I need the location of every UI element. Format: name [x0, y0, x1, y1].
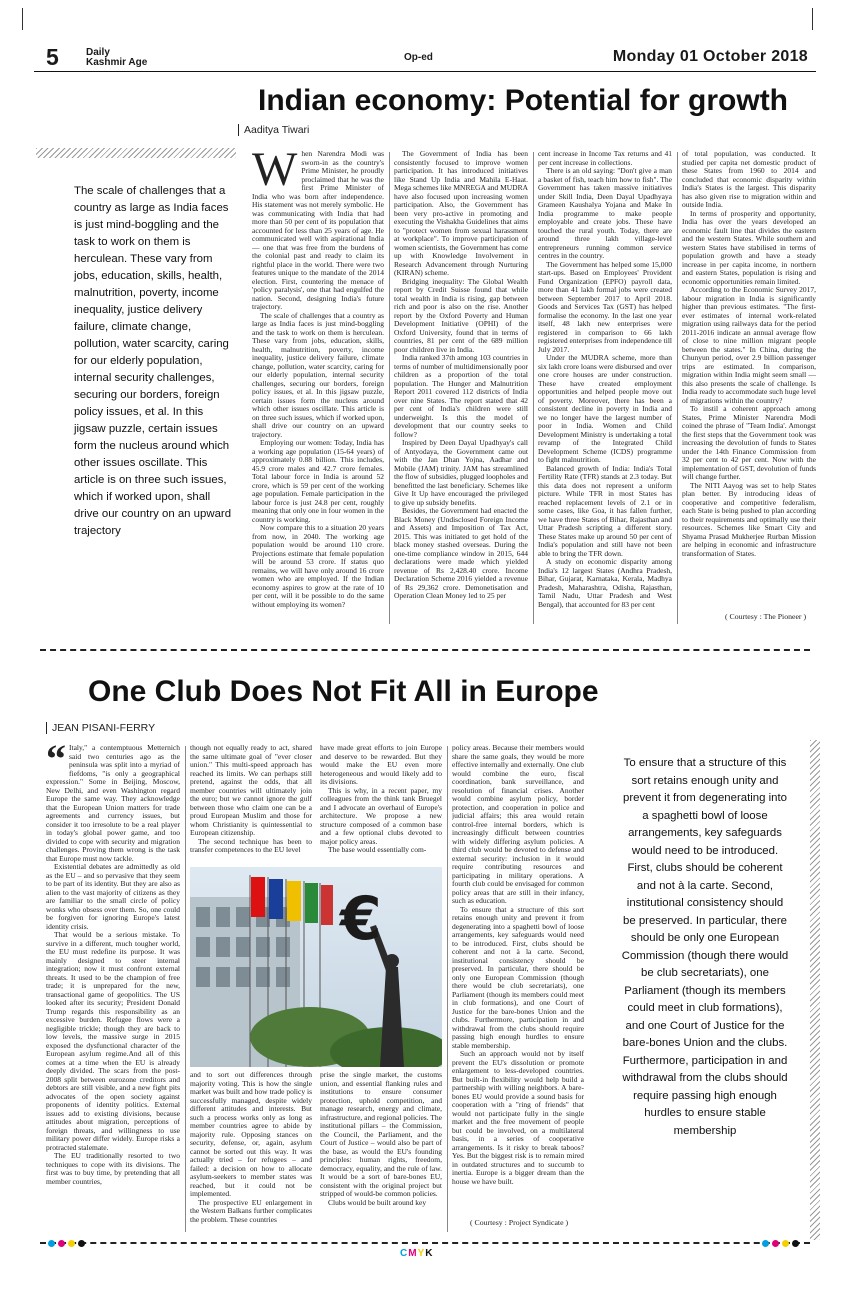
article2-byline: JEAN PISANI-FERRY	[46, 722, 155, 734]
euro-symbol-icon: €	[340, 884, 382, 954]
article1-col-1: W hen Narendra Modi was sworn-in as the country's Prime Minister, he proudly proclaimed that he was the first Prime Minister of India who was born after independence. His statement was not merely symbolic. He was communicating with India that had more than 50 per cent of its population that accounted for less than 25 years of age. He communicated well with aspirational India — one that was free from the burdens of the colonial past and ready to claim its rightful place in the world. There were two features unique to the mandate of the 2014 election. First, countering the menace of 'policy paralysis', one that had engulfed the nation. Second, designing India's future trajectory. The scale of challenges that a country as large as India faces is just mind-boggling and the task to work on them is herculean. These vary from jobs, education, skills, health, malnutrition, poverty, income inequality, justice delivery failure, climate change, pollution, water scarcity, caring for our elderly population, internal security challenges, securing our borders, foreign policy issues, et al. In this jigsaw puzzle, certain issues form the nucleus around which other issues oscillate. This article is on three such issues, which if worked upon, shall drive our country on an upward trajectory. Employing our women: Today, India has a working age population (15-64 years) of approximately 0.88 billion. This includes, 45.9 crore males and 42.7 crore females. Total labour force in India is around 52 crore, which is 59 per cent of the working age population. Female participation in the labour force is just 24.8 per cent, roughly meaning that only one in four women in the country is working. Now compare this to a situation 20 years from now, in 2040. The working age population would be around 110 crore. Projections estimate that female population will be around 53 crore. If status quo remains, we will have only around 16 crore women who are employed. If the Indian economy aspires to grow at the rate of 10 per cent, will it be possible to do the same without employing its women?	[252, 150, 384, 609]
issue-date: Monday 01 October 2018	[612, 48, 808, 65]
cmyk-label: CMYK	[400, 1248, 434, 1259]
article2-pull-hatch	[810, 740, 820, 1240]
color-registration-right	[762, 1240, 799, 1247]
crop-mark-tr	[812, 8, 826, 30]
article2-courtesy: ( Courtesy : Project Syndicate )	[470, 1218, 569, 1227]
article1-headline: Indian economy: Potential for growth	[258, 84, 789, 117]
article1-courtesy: ( Courtesy : The Pioneer )	[725, 612, 807, 621]
paper-name: Daily Kashmir Age	[86, 47, 148, 68]
article2-col-2-bottom: and to sort out differences through majority voting. This is how the single market was built and how trade policy is successfully managed, despite widely different attitudes and interests. But such a process works only as long as member countries agree to abide by majority rule. Opposing stances on security, defense, or, again, asylum cannot be sorted out this way. It was actually tried – for refugees – and failed: a decision on how to allocate asylum-seekers to member states was reached, but it could not be implemented. The prospective EU enlargement in the Western Balkans further complicates the problem. These countries	[190, 1071, 312, 1224]
article2-col-3-bottom: prise the single market, the customs union, and essential flanking rules and institutions to ensure consumer protection, uphold competition, and manage research, energy and climate, infrastructure, and regional policies. The institutional pillars – the Commission, the Council, the Parliament, and the Court of Justice – would also be part of the base, as would the EU's founding principles: human rights, freedom, democracy, equality, and the rule of law. It would be a sort of bare-bones EU, consistent with the original project but stripped of would-be common policies. Clubs would be built around key	[320, 1071, 442, 1207]
page-number: 5	[46, 44, 59, 70]
article1-col-2: The Government of India has been consistently focused to improve women participation. It has introduced initiatives like Stand Up India and Mahila E-Haat. Mega schemes like MNREGA and MUDRA have also focused upon increasing women participation. Also, the Government has been very pro-active in promoting and executing the Vishakha Guidelines that aims to "protect women from sexual harassment at workplace". To improve participation of women scientists, the Government has come up with Knowledge Involvement in Research Advancement through Nurturing (KIRAN) scheme. Bridging inequality: The Global Wealth report by Credit Suisse found that while total wealth in India is rising, gap between rich and poor is also on the rise. Another report by the Oxford Poverty and Human Development Initiative (OPHI) of the Oxford University, found that in terms of countries, 81 per cent of the 689 million poor children live in India. India ranked 37th among 103 countries in terms of number of multidimensionally poor children as a proportion of the total population. The Hunger and Malnutrition Report 2011 covered 112 districts of India over nine States. The report stated that 42 per cent of India's children were still underweight. Is this the model of development that our country seeks to follow? Inspired by Deen Dayal Upadhyay's call of Antyodaya, the Government came out with the Jan Dhan Yojna, Aadhar and Mobile (JAM) trinity. JAM has streamlined the flow of subsidies, plugged loopholes and benefitted the last beneficiary. Schemes like Give It Up have encouraged the privileged to give up subsidy benefits. Besides, the Government had enacted the Black Money (Undisclosed Foreign Income and Assets) and Imposition of Tax Act, 2015. This was initiated to get hold of the black money stashed overseas. During the one-time compliance window in 2015, 644 declarations were made which yielded revenue of Rs 2,428.40 crore. Income Declaration Scheme 2016 yielded a revenue of Rs 29,362 crore. Demonetisation and Operation Clean Money led to 25 per	[394, 150, 528, 600]
article1-pull-hatch	[36, 148, 236, 158]
article2-col-3-top: have made great efforts to join Europe and deserve to be rewarded. But they would make the EU even more heterogeneous and would likely add to its divisions. This is why, in a recent paper, my colleagues from the think tank Bruegel and I advocate an overhaul of Europe's architecture. We propose a new structure composed of a common base and a few optional clubs devoted to major policy areas. The base would essentially com-	[320, 744, 442, 854]
crop-mark-tl	[22, 8, 36, 30]
article1-col-3: cent increase in Income Tax returns and 41 per cent increase in collections. There is an old saying: "Don't give a man a basket of fish, teach him how to fish". The Government has taken massive initiatives under Skill India, Deen Dayal Upadhyaya Grameen Kaushalya Yojana and Make In India programme to make people employable and create jobs. These have touched the rural youth. Today, there are around three lakh village-level entrepreneurs running common service centres in the country. The Government has helped some 15,000 start-ups. Based on Employees' Provident Fund Organization (EPFO) payroll data, more than 41 lakh formal jobs were created between September 2017 to April 2018. Goods and Services Tax (GST) has helped formalise the economy. In the last one year itself, 48 lakh new enterprises were registered in comparison to 66 lakh registered enterprises from independence till July 2017. Under the MUDRA scheme, more than six lakh crore loans were disbursed and over one crore houses are under construction. These have created employment opportunities and helped people move out of poverty. Moreover, there has been a consistent decline in poverty in India and we no longer have the largest number of poor in India. Women and Child Development Ministry is undertaking a total revamp of the Integrated Child Development Scheme (ICDS) programme to fight malnutrition. Balanced growth of India: India's Total Fertility Rate (TFR) stands at 2.3 today. But this data does not represent a uniform picture. While TFR in most States has reached replacement levels of 2.1 or in some cases, like Goa, it has fallen further, we have three States of Bihar, Rajasthan and Uttar Pradesh scripting a different story. These States make up around 50 per cent of India's population and still have not been able to bring the TFR down. A study on economic disparity among India's 12 largest States (Andhra Pradesh, Bihar, Gujarat, Karnataka, Kerala, Madhya Pradesh, Maharashtra, Odisha, Rajasthan, Tamil Nadu, Uttar Pradesh and West Bengal), that accounted for 83 per cent	[538, 150, 672, 609]
masthead	[34, 44, 816, 72]
color-registration-left	[48, 1240, 85, 1247]
section-divider	[40, 649, 810, 651]
article2-pullquote: To ensure that a structure of this sort retains enough unity and prevent it from degenerating into a spaghetti bowl of loose arrangements, key safeguards would need to be introduced. First, clubs should be coherent and not à la carte. Second, institutional consistency should be preserved. In particular, there should be only one European Commission (though there would be club secretariats), one Parliament (though its members could meet in club formations), and one Court of Justice for the bare-bones Union and the clubs. Furthermore, participation in and withdrawal from the clubs should require passing high enough hurdles to ensure stable membership	[621, 757, 789, 1137]
bottom-rule	[40, 1242, 810, 1244]
section-label: Op-ed	[404, 52, 433, 63]
article2-col-2-top: though not equally ready to act, shared the same ultimate goal of "ever closer union." This multi-speed approach has reached its limits. We can perhaps still pretend, against the odds, that all member countries will ultimately join the euro; but we cannot ignore the gulf between those who claim one can be a proud European Muslim and those for whom Christianity is quintessential to European citizenship. The second technique has been to transfer competences to the EU level	[190, 744, 312, 854]
article2-col-4: policy areas. Because their members would share the same goals, they would be more effective internally and externally. One club would combine the euro, fiscal coordination, bank surveillance, and resolution of financial crises. Another would combine asylum policy, border protection, and cooperation in police and judicial affairs; this area would retain control-free internal borders, which is increasingly difficult between countries with widely differing asylum policies. A third club would be devoted to defense and external security: inclusion in it would require contributing resources and participating in military operations. A fourth club could be envisaged for common policy areas that are still in their infancy, such as education. To ensure that a structure of this sort retains enough unity and prevent it from degenerating into a spaghetti bowl of loose arrangements, key safeguards would need to be introduced. First, clubs should be coherent and not à la carte. Second, institutional consistency should be preserved. In particular, there should be only one European Commission (though there would be club secretariats), one Parliament (though its members could meet in club formations), and one Court of Justice for the bare-bones Union and the clubs. Furthermore, participation in and withdrawal from the clubs should require passing high enough hurdles to ensure stable membership. Such an approach would not by itself prevent the EU's dissolution or promote enlargement to less-developed countries. But built-in flexibility would help build a partnership with willing neighbors. A bare-bones EU would provide a sound basis for cooperation with a "ring of friends" that would not participate fully in the single market and the free movement of people but could be involved, on a multilateral basis, in a series of cooperative arrangements. Is it risky to break taboos? Yes. But the biggest risk is to remain mired in outdated structures and to succumb to inertia. Europe is a bigger dream than the house we have built.	[452, 744, 584, 1186]
article2-col-1: “ Italy," a contemptuous Metternich said two centuries ago as the peninsula was split into a myriad of fiefdoms, "is only a geographical expression." Some in Beijing, Moscow, New Delhi, and even Washington regard Europe the same way. They acknowledge that the European Union matters for trade agreements and currency issues, but consider it too irresolute to be a real player in today's global power game, and too divided to cope with security and migration challenges. Proving them wrong is the task that Europe must now tackle. Existential debates are admittedly as old as the EU – and so pervasive that they seem to be part of its identity. But they are also as alien to the vast majority of citizens as they are familiar to the small circle of policy wonks who obsess over them. So, one could be forgiven for ignoring Europe's latest identity crisis. That would be a serious mistake. To survive in a different, much tougher world, the EU must redefine its purpose. It was mainly designed to steer internal integration; now it must confront external threats. It used to be the champion of free trade; it is unprepared for the new, transactional game of geopolitics. The US looked after its security; President Donald Trump regards this responsibility as an excessive burden. Refugee flows were a negligible trickle; though they are back to low levels, the massive surge in 2015 exposed the dysfunctional character of the European asylum regime.And all of this comes at a time when the EU is already deeply divided. The scars from the post-2008 split between eurozone creditors and debtors are still visible, and a new fight pits advocates of the open society against proponents of identity politics. External issues add to existing divisions, because attitudes about migration, perceptions of foreign threats, and willingness to use military power differ widely. Europe risks a protracted stalemate. The EU traditionally resorted to two techniques to cope with its divisions. The first was to buy time, by pretending that all member countries,	[46, 744, 180, 1186]
dropcap: W	[252, 150, 298, 196]
article1-col-4: of total population, was conducted. It studied per capita net domestic product of these States from 1960 to 2014 and concluded that economic disparity within India's States is the largest. This disparity has also given rise to migration within and outside India. In terms of prosperity and opportunity, India has over the years developed an economic fault line that divides the eastern and the western States. While southern and western States have stabilised in terms of population growth and have a steady increase in per capita income, in northern and eastern States, population is rising and economic opportunities remain limited. According to the Economic Survey 2017, labour migration in India is significantly higher than previous estimates. "The first-ever estimates of internal work-related migration using railways data for the period 2011-2016 indicate an annual average flow of close to nine million migrant people between the states." In China, during the Chunyun period, over 2.9 billion passenger trips are estimated. In comparison, migration within India might seem small — this also presents the scale of challenge. Is India ready to accommodate such huge level of migrations within the country? To instil a coherent approach among States, Prime Minister Narendra Modi coined the phrase of "Team India'. Amongst the first steps that the Government took was increasing the devolution of funds to States under the 14th Finance Commission from 32 per cent to 42 per cent. Now with the implementation of GST, devolution of funds will change further. The NITI Aayog was set to help States plan better. By introducing ideas of cooperative and competitive federalism, each State is being pushed to plan according to their requirements and optimally use their resources. Schemes like Smart City and Shyama Prasad Mukherjee Rurban Mission are helping in economic and infrastructure transformation of States.	[682, 150, 816, 558]
article1-byline: Aaditya Tiwari	[238, 124, 309, 136]
article1-pullquote: The scale of challenges that a country as large as India faces is just mind-boggling and the task to work on them is herculean. These vary from jobs, education, skills, health, malnutrition, poverty, income inequality, justice delivery failure, climate change, pollution, water scarcity, caring for our elderly population, internal security challenges, securing our borders, foreign policy issues, et al. In this jigsaw puzzle, certain issues form the nucleus around which other issues oscillate. This article is on three such issues, which if worked upon, shall drive our country on an upward trajectory	[74, 185, 232, 537]
article2-headline: One Club Does Not Fit All in Europe	[88, 675, 599, 708]
open-quote-icon: “	[46, 744, 66, 781]
euro-statue-illustration	[190, 867, 442, 1067]
masthead-rule	[34, 71, 816, 72]
euro-statue-photo	[190, 867, 442, 1067]
